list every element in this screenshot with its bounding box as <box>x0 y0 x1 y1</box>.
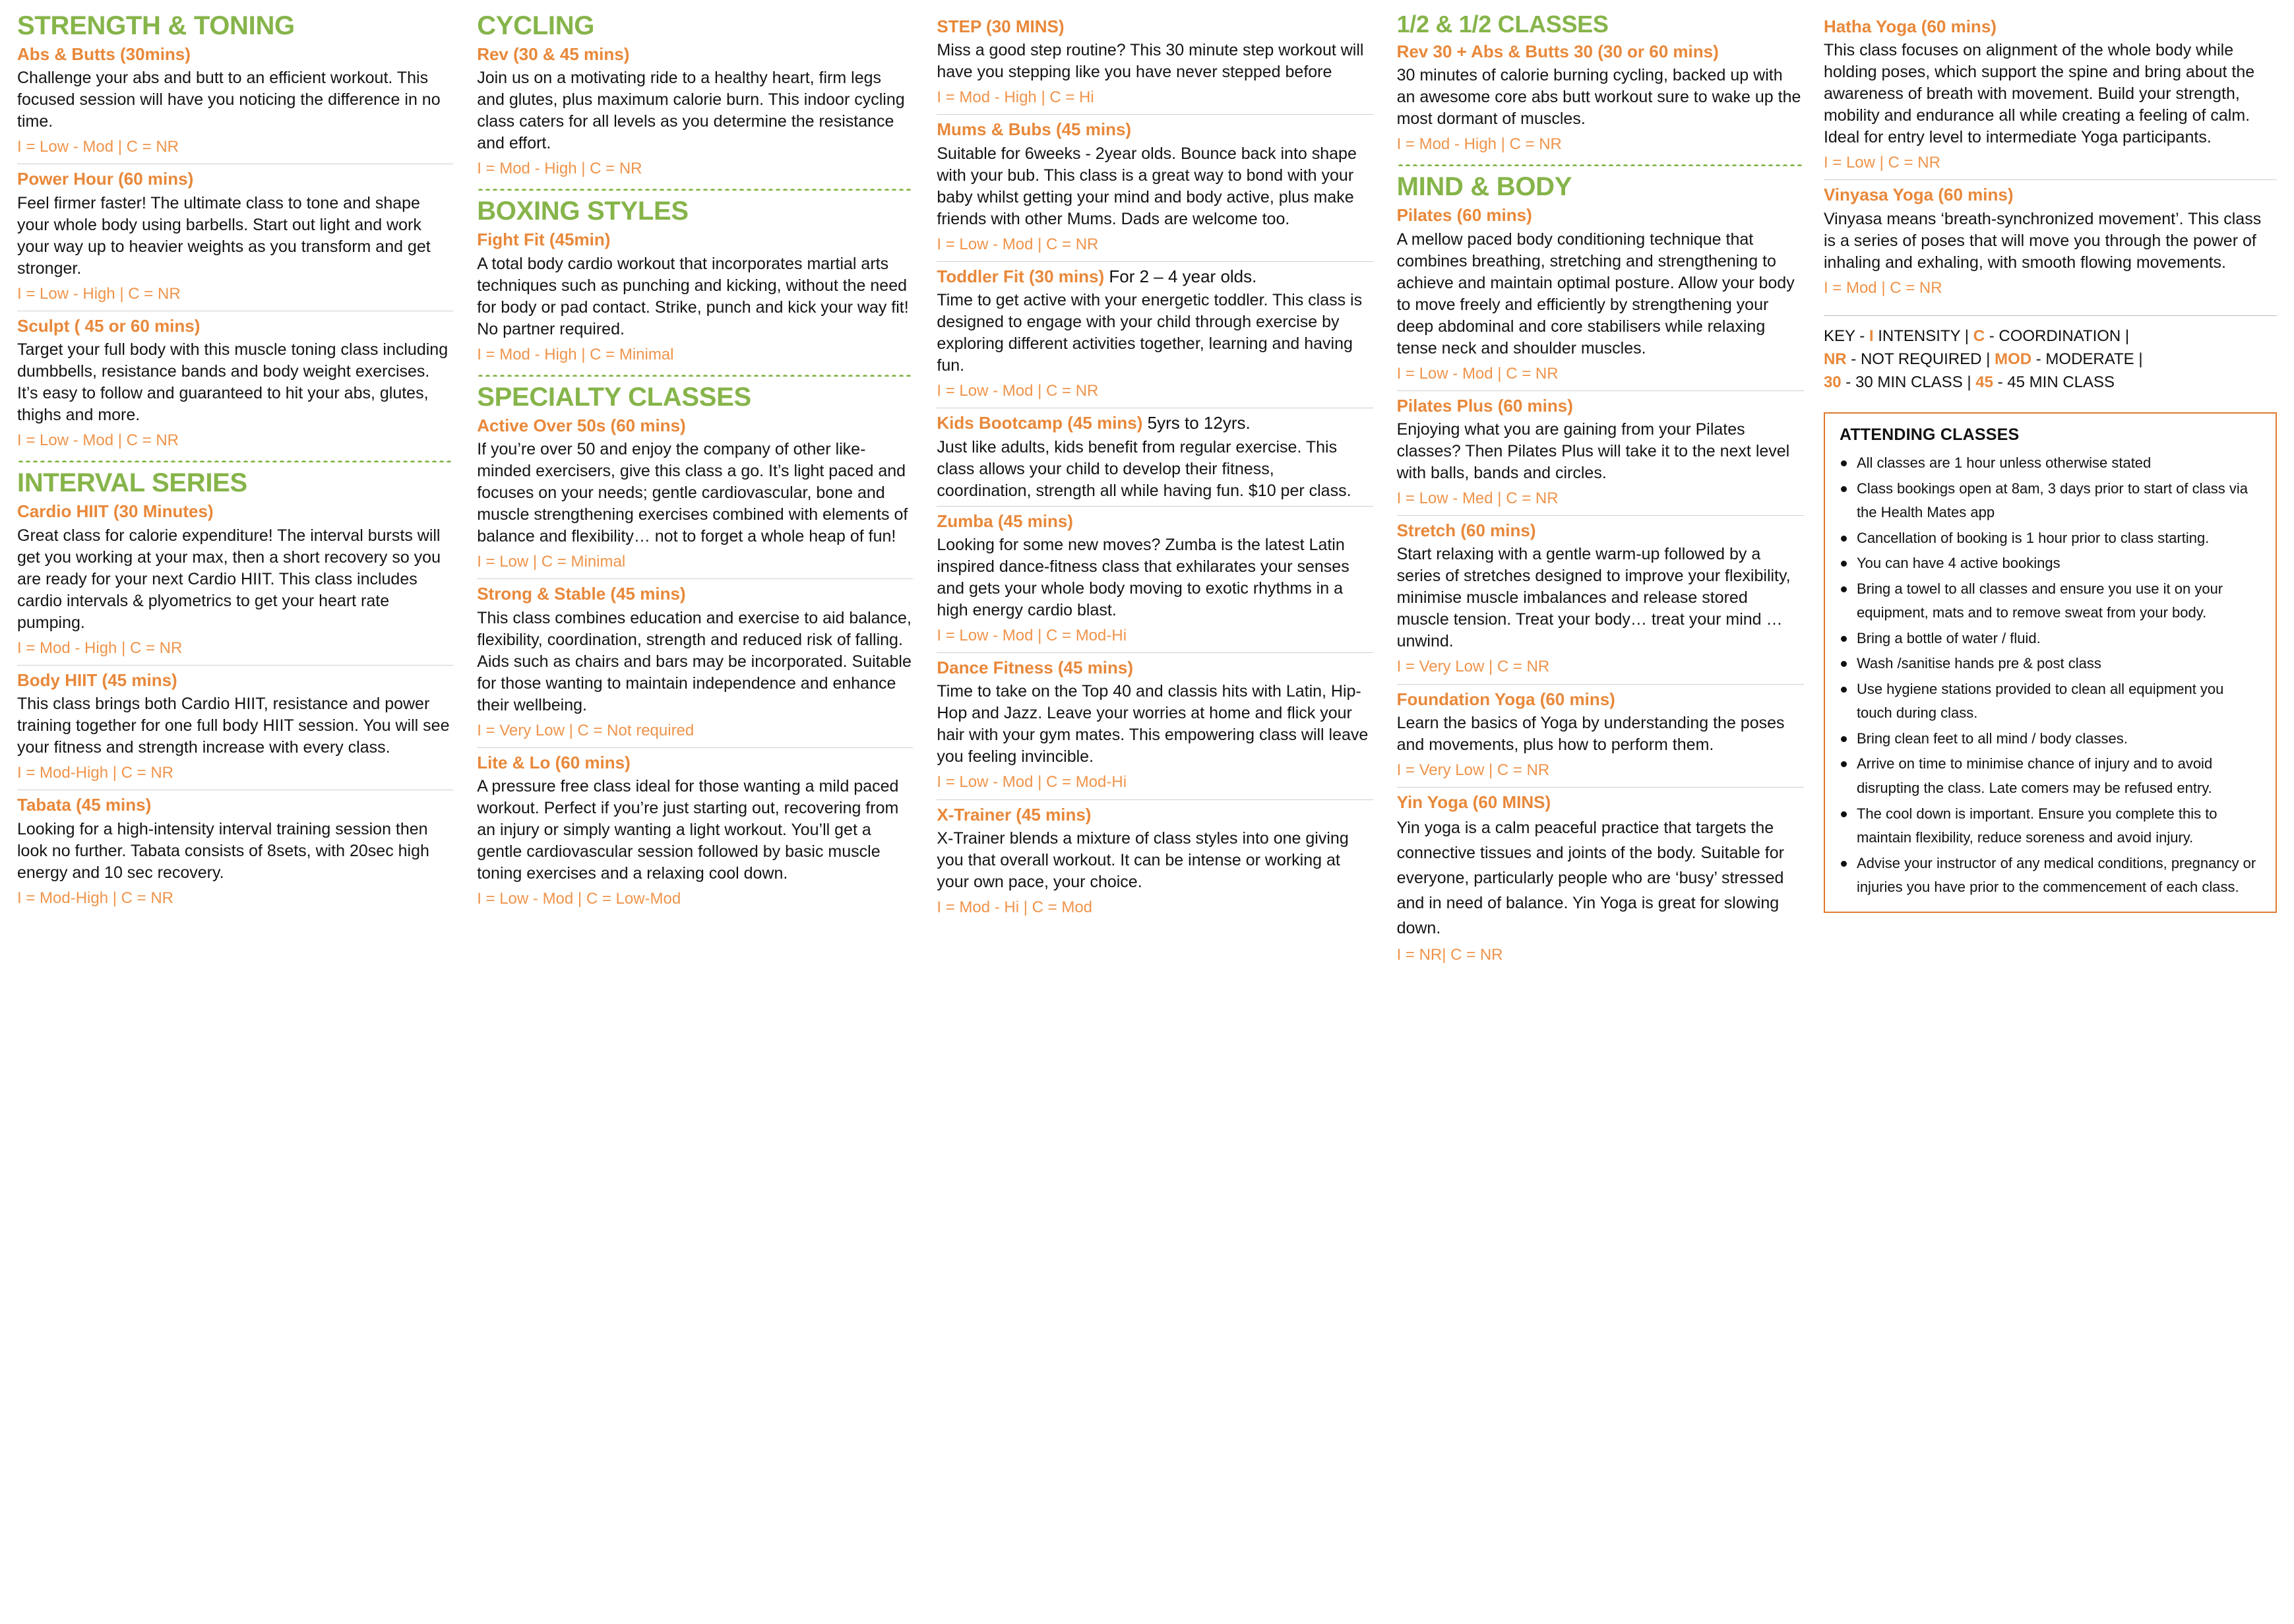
key-line-1 <box>1824 325 2277 348</box>
key-text-mod: - MODERATE | <box>2031 350 2143 368</box>
class-intensity-meta: I = Very Low | C = NR <box>1396 658 1550 676</box>
divider <box>1824 179 2277 180</box>
class-intensity-meta: I = Mod - High | C = NR <box>477 160 642 178</box>
class-intensity-meta: I = Mod-High | C = NR <box>17 764 173 782</box>
class-title: Pilates (60 mins) <box>1396 205 1532 226</box>
class-lite-lo <box>477 752 913 909</box>
class-title: Power Hour (60 mins) <box>17 169 194 189</box>
column-cycling-boxing-specialty <box>477 12 937 1608</box>
class-title: Active Over 50s (60 mins) <box>477 415 686 435</box>
class-title: Hatha Yoga (60 mins) <box>1823 16 1997 36</box>
class-title: Zumba (45 mins) <box>937 511 1073 531</box>
class-kids-bootcamp <box>937 412 1373 501</box>
class-step <box>937 16 1373 108</box>
list-item: You can have 4 active bookings <box>1854 551 2262 576</box>
group-heading-mind-body: MIND & BODY <box>1396 172 1572 202</box>
dotted-divider <box>17 458 453 462</box>
class-description: Target your full body with this muscle toning class including dumbbells, resistance bands and body weight exercises. It’s easy to follow and guaranteed to hit your abs, glutes, thighs and more. <box>17 340 449 425</box>
class-description: 30 minutes of calorie burning cycling, backed up with an awesome core abs butt workout sure to wake up the most dormant of muscles. <box>1396 66 1801 129</box>
list-item: Advise your instructor of any medical conditions, pregnancy or injuries you have prior to the commencement of each class. <box>1854 852 2262 900</box>
key-term-intensity: I <box>1869 327 1874 345</box>
class-title-text: Toddler Fit (30 mins) <box>937 266 1105 286</box>
class-tabata <box>17 794 453 908</box>
class-title: Fight Fit (45min) <box>477 230 611 250</box>
class-description: Challenge your abs and butt to an efficient workout. This focused session will have you noticing the difference in no time. <box>17 69 441 131</box>
class-description: Learn the basics of Yoga by understanding the poses and movements, plus how to perform them. <box>1396 713 1785 754</box>
class-strong-stable <box>477 583 913 740</box>
class-description: Enjoying what you are gaining from your Pilates classes? Then Pilates Plus will take it to the next level with balls, bands and circles. <box>1396 420 1790 482</box>
class-description: Miss a good step routine? This 30 minute step workout will have you stepping like you have never stepped before <box>937 41 1364 82</box>
dotted-divider <box>477 373 913 377</box>
class-title: Lite & Lo (60 mins) <box>477 752 631 772</box>
key-line-3 <box>1824 371 2277 394</box>
key-legend <box>1824 325 2277 394</box>
group-heading-cycling: CYCLING <box>477 11 595 40</box>
key-text-30: - 30 MIN CLASS | <box>1841 373 1976 391</box>
key-term-mod: MOD <box>1995 350 2032 368</box>
divider <box>1397 787 1804 788</box>
class-vinyasa-yoga <box>1824 184 2277 297</box>
class-title: STEP (30 MINS) <box>937 16 1065 36</box>
class-yin-yoga <box>1397 792 1804 965</box>
column-step-dance-kids <box>937 12 1396 1608</box>
class-intensity-meta: I = Mod - High | C = Hi <box>937 88 1094 107</box>
divider <box>937 799 1373 800</box>
key-text-intensity: INTENSITY | <box>1873 327 1973 345</box>
class-title: Pilates Plus (60 mins) <box>1396 395 1573 416</box>
class-rev <box>477 44 913 179</box>
class-dance-fitness <box>937 657 1373 792</box>
class-description: This class brings both Cardio HIIT, resistance and power training together for one full body HIIT session. You will see your fitness and strength increase with every class. <box>17 695 450 757</box>
key-term-45: 45 <box>1975 373 1993 391</box>
class-title: Dance Fitness (45 mins) <box>937 658 1134 678</box>
class-title: Abs & Butts (30mins) <box>17 44 191 64</box>
class-intensity-meta: I = Low - High | C = NR <box>17 284 181 303</box>
class-description: A pressure free class ideal for those wanting a mild paced workout. Perfect if you’re just starting out, recovering from an injury or simply wanting a light workout. You’ll get a gentle cardiovascular session followed by basic muscle toning exercises and a relaxing cool down. <box>477 777 899 883</box>
class-description: Just like adults, kids benefit from regular exercise. This class allows your child to develop their fitness, coordination, strength all while having fun. $10 per class. <box>937 437 1351 500</box>
class-intensity-meta: I = Mod - High | C = NR <box>1396 135 1562 154</box>
class-intensity-meta: I = Very Low | C = Not required <box>477 721 695 739</box>
class-title: Strong & Stable (45 mins) <box>477 584 686 604</box>
class-title <box>937 412 1373 434</box>
class-intensity-meta: I = Low - Mod | C = NR <box>937 235 1099 253</box>
class-mums-bubs <box>937 119 1373 254</box>
divider <box>937 506 1373 507</box>
class-x-trainer <box>937 804 1373 918</box>
class-title: X-Trainer (45 mins) <box>937 804 1092 825</box>
class-intensity-meta: I = Low - Mod | C = NR <box>17 138 179 156</box>
divider <box>1397 684 1804 685</box>
class-description: Start relaxing with a gentle warm-up followed by a series of stretches designed to improve your flexibility, minimise muscle imbalances and release stored muscle tension. Treat your body… treat your mind … unwind. <box>1396 545 1791 651</box>
class-foundation-yoga <box>1397 689 1804 780</box>
key-prefix: KEY - <box>1823 327 1869 345</box>
list-item: Bring a bottle of water / fluid. <box>1854 627 2262 651</box>
class-cardio-hiit <box>17 501 453 658</box>
class-intensity-meta: I = Low - Mod | C = Low-Mod <box>477 890 681 908</box>
list-item: Arrive on time to minimise chance of injury and to avoid disrupting the class. Late comers may be refused entry. <box>1854 752 2262 800</box>
column-yoga-key-attending <box>1824 12 2277 1608</box>
class-title-suffix: 5yrs to 12yrs. <box>1142 413 1251 433</box>
class-stretch <box>1397 520 1804 677</box>
list-item: Use hygiene stations provided to clean all equipment you touch during class. <box>1854 677 2262 726</box>
dotted-divider <box>477 187 913 191</box>
class-title-suffix: For 2 – 4 year olds. <box>1104 266 1257 286</box>
class-title: Cardio HIIT (30 Minutes) <box>17 501 214 522</box>
class-title-text: Kids Bootcamp (45 mins) <box>937 413 1143 433</box>
class-sculpt <box>17 315 453 451</box>
class-zumba <box>937 511 1373 646</box>
divider <box>1397 390 1804 391</box>
class-intensity-meta: I = Low - Med | C = NR <box>1396 489 1559 507</box>
class-description: Time to get active with your energetic toddler. This class is designed to engage with your child through exercise by exploring different activities together, learning and having fun. <box>937 291 1363 375</box>
class-description: A mellow paced body conditioning technique that combines breathing, stretching and strengthening to achieve and maintain optimal posture. Allow your body to move freely and efficiently by strengthening your deep abdominal and core stabilisers while relaxing tense neck and shoulder muscles. <box>1396 230 1795 358</box>
class-intensity-meta: I = Low - Mod | C = NR <box>17 431 179 450</box>
group-heading-half-half-classes: 1/2 & 1/2 CLASSES <box>1396 11 1609 38</box>
column-half-half-mind-body <box>1397 12 1824 1608</box>
key-term-nr: NR <box>1823 350 1847 368</box>
class-intensity-meta: I = Low - Mod | C = Mod-Hi <box>937 626 1127 644</box>
divider <box>937 652 1373 653</box>
class-intensity-meta: I = Low - Mod | C = NR <box>1396 364 1559 383</box>
class-title: Mums & Bubs (45 mins) <box>937 119 1132 140</box>
class-description: Looking for some new moves? Zumba is the latest Latin inspired dance-fitness class that exhilarates your senses and gets your whole body moving to exotic rhythms in a high energy cardio blast. <box>937 535 1349 619</box>
list-item: The cool down is important. Ensure you complete this to maintain flexibility, reduce soreness and avoid injury. <box>1854 802 2262 850</box>
class-title <box>937 266 1373 288</box>
class-description: Great class for calorie expenditure! The interval bursts will get you working at your max, then a short recovery so you are ready for your next Cardio HIIT. This class includes cardio intervals & plyometrics to get your heart rate pumping. <box>17 526 441 632</box>
group-heading-specialty-classes: SPECIALTY CLASSES <box>477 382 751 412</box>
divider <box>937 261 1373 262</box>
key-text-coordination: - COORDINATION | <box>1985 327 2130 345</box>
column-strength-interval <box>17 12 477 1608</box>
class-description: Yin yoga is a calm peaceful practice that targets the connective tissues and joints of the body. Suitable for everyone, particularly people who are ‘busy’ stressed and in need of balance. Yin Yoga is great for slowing down. <box>1396 819 1784 938</box>
group-heading-strength-toning: STRENGTH & TONING <box>17 11 295 40</box>
class-intensity-meta: I = Mod - High | C = Minimal <box>477 345 674 363</box>
class-intensity-meta: I = Very Low | C = NR <box>1396 761 1550 779</box>
key-text-45: - 45 MIN CLASS <box>1993 373 2115 391</box>
class-pilates <box>1397 204 1804 383</box>
key-text-nr: - NOT REQUIRED | <box>1846 350 1995 368</box>
class-description: Looking for a high-intensity interval training session then look no further. Tabata consists of 8sets, with 20sec high energy and 10 sec recovery. <box>17 819 429 882</box>
key-line-2 <box>1824 348 2277 371</box>
class-rev30-abs-butts30 <box>1397 41 1804 154</box>
list-item: Cancellation of booking is 1 hour prior to class starting. <box>1854 526 2262 551</box>
divider <box>477 747 913 748</box>
class-description: Time to take on the Top 40 and classis hits with Latin, Hip-Hop and Jazz. Leave your worries at home and flick your hair with your gym mates. This empowering class will leave you feeling invincible. <box>937 682 1369 766</box>
attending-classes-title: ATTENDING CLASSES <box>1839 425 2020 445</box>
class-power-hour <box>17 168 453 303</box>
divider <box>1397 515 1804 516</box>
class-title: Sculpt ( 45 or 60 mins) <box>17 315 201 336</box>
class-title: Vinyasa Yoga (60 mins) <box>1823 185 2014 205</box>
class-intensity-meta: I = NR| C = NR <box>1396 946 1503 964</box>
class-pilates-plus <box>1397 395 1804 509</box>
key-term-coordination: C <box>1973 327 1985 345</box>
class-intensity-meta: I = Mod - High | C = NR <box>17 639 183 657</box>
list-item: Bring clean feet to all mind / body classes. <box>1854 727 2262 751</box>
class-intensity-meta: I = Low - Mod | C = NR <box>937 382 1099 400</box>
class-intensity-meta: I = Mod-High | C = NR <box>17 889 173 907</box>
group-heading-boxing-styles: BOXING STYLES <box>477 197 689 226</box>
list-item: Wash /sanitise hands pre & post class <box>1854 652 2262 676</box>
class-fight-fit <box>477 229 913 364</box>
class-abs-butts <box>17 44 453 157</box>
key-term-30: 30 <box>1823 373 1842 391</box>
group-heading-interval-series: INTERVAL SERIES <box>17 468 247 498</box>
dotted-divider <box>1397 162 1804 166</box>
class-body-hiit <box>17 670 453 783</box>
class-intensity-meta: I = Mod - Hi | C = Mod <box>937 898 1093 916</box>
divider <box>17 665 453 666</box>
class-title: Rev 30 + Abs & Butts 30 (30 or 60 mins) <box>1396 41 1719 61</box>
divider <box>937 114 1373 115</box>
class-active-over-50s <box>477 415 913 572</box>
class-description: If you’re over 50 and enjoy the company of other like-minded exercisers, give this class a go. It’s light paced and focuses on your needs; gentle cardiovascular, bone and muscle strengthening exercises combined with elements of balance and flexibility… not to forget a whole heap of fun! <box>477 440 908 546</box>
class-description: Vinyasa means ‘breath-synchronized movement’. This class is a series of poses that will move you through the power of inhaling and exhaling, with smooth flowing movements. <box>1823 209 2262 272</box>
class-intensity-meta: I = Mod | C = NR <box>1823 278 1942 297</box>
key-divider <box>1824 315 2277 316</box>
class-intensity-meta: I = Low | C = Minimal <box>477 553 626 571</box>
class-toddler-fit <box>937 266 1373 401</box>
class-title: Foundation Yoga (60 mins) <box>1396 689 1615 709</box>
list-item: All classes are 1 hour unless otherwise stated <box>1854 451 2262 476</box>
class-intensity-meta: I = Low - Mod | C = Mod-Hi <box>937 773 1127 792</box>
class-title: Body HIIT (45 mins) <box>17 670 177 690</box>
class-hatha-yoga <box>1824 16 2277 173</box>
list-item: Bring a towel to all classes and ensure you use it on your equipment, mats and to remove sweat from your body. <box>1854 577 2262 625</box>
class-title: Rev (30 & 45 mins) <box>477 44 630 64</box>
class-description: X-Trainer blends a mixture of class styles into one giving you that overall workout. It can be intense or working at your own pace, your choice. <box>937 828 1349 891</box>
class-title: Stretch (60 mins) <box>1396 520 1536 541</box>
list-item: Class bookings open at 8am, 3 days prior to start of class via the Health Mates app <box>1854 477 2262 525</box>
class-description: Feel firmer faster! The ultimate class to tone and shape your whole body using barbells. Start out light and work your way up to heavier weights as you transform and get stronger. <box>17 193 431 278</box>
class-description: Join us on a motivating ride to a healthy heart, firm legs and glutes, plus maximum calorie burn. This indoor cycling class caters for all levels as you determine the resistance and effort. <box>477 69 905 153</box>
attending-classes-box <box>1824 412 2277 912</box>
class-description: Suitable for 6weeks - 2year olds. Bounce back into shape with your bub. This class is a great way to bond with your baby whilst getting your mind and body active, plus make friends with other Mums. Dads are welcome too. <box>937 144 1357 228</box>
class-description: This class focuses on alignment of the whole body while holding poses, which support the spine and bring about the awareness of breath with movement. Build your strength, mobility and endurance all while creating a feeling of calm. Ideal for entry level to intermediate Yoga participants. <box>1823 41 2255 147</box>
attending-classes-list <box>1836 451 2262 899</box>
divider <box>477 578 913 579</box>
class-description: A total body cardio workout that incorporates martial arts techniques such as punching and kicking, without the need for body or pad contact. Strike, punch and kick your way fit! No partner required. <box>477 254 909 338</box>
class-description: This class combines education and exercise to aid balance, flexibility, coordination, strength and reduced risk of falling. Aids such as chairs and bars may be incorporated. Suitable for those wanting to maintain independence and enhance their wellbeing. <box>477 608 912 714</box>
class-title: Yin Yoga (60 MINS) <box>1396 792 1551 813</box>
class-intensity-meta: I = Low | C = NR <box>1823 154 1940 172</box>
class-title: Tabata (45 mins) <box>17 795 152 815</box>
